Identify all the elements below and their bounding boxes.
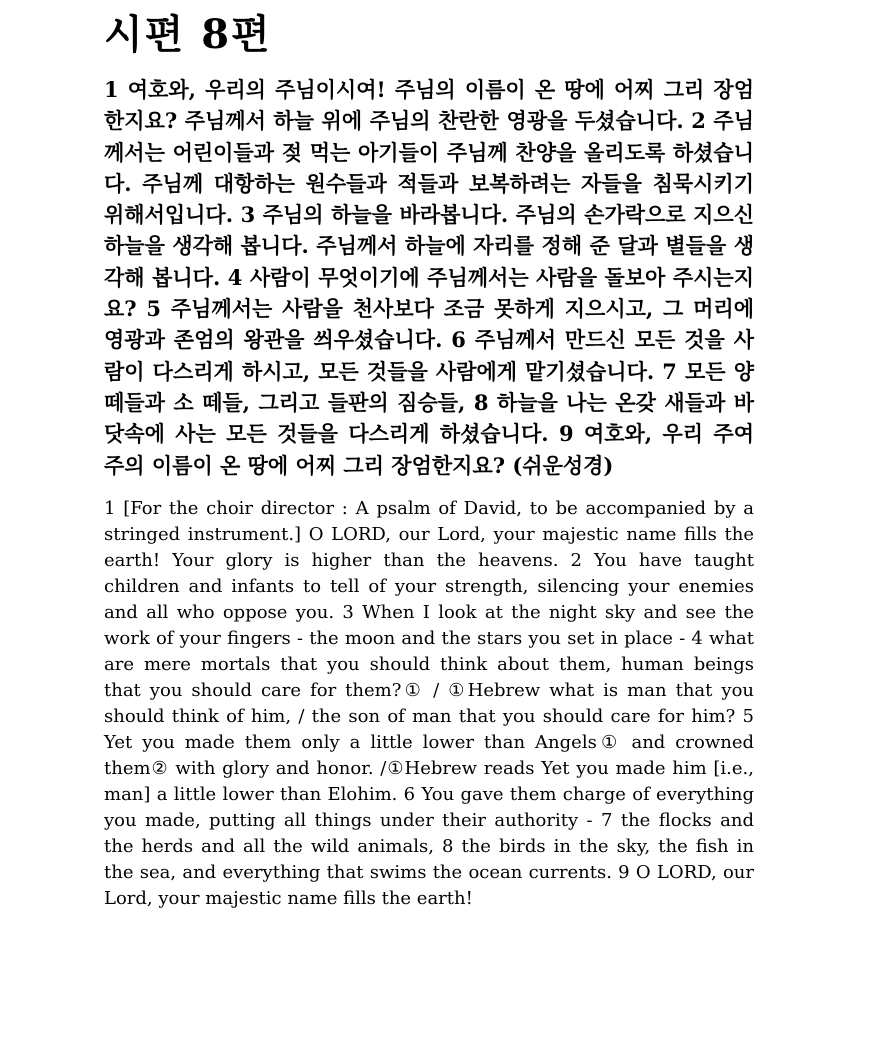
english-passage: 1 [For the choir director : A psalm of David, to be accompanied by a stringed instrument.] O LORD, our Lord, your majestic name fills the earth! Your glory is higher than the heavens. 2 You have taught children and infants to tell of your strength, silencing your enemies and all who oppose you. 3 When I look at the night sky and see the work of your fingers - the moon and the stars you set in place - 4 what are mere mortals that you should think about them, human beings that you should care for them?① / ①Hebrew what is man that you should think of him, / the son of man that you should care for him? 5 Yet you made them only a little lower than Angels① and crowned them② with glory and honor. /①Hebrew reads Yet you made him [i.e., man] a little lower than Elohim. 6 You gave them charge of everything you made, putting all things under their authority - 7 the flocks and the herds and all the wild animals, 8 the birds in the sky, the fish in the sea, and everything that swims the ocean currents. 9 O LORD, our Lord, your majestic name fills the earth! (104, 497, 754, 909)
page-title: 시편 8편 (104, 11, 272, 58)
document-page (104, 0, 754, 912)
korean-passage: 1 여호와, 우리의 주님이시여! 주님의 이름이 온 땅에 어찌 그리 장엄한지요? 주님께서 하늘 위에 주님의 찬란한 영광을 두셨습니다. 2 주님께서는 어린이들과 젖 먹는 아기들이 주님께 찬양을 올리도록 하셨습니다. 주님께 대항하는 원수들과 적들과 보복하려는 자들을 침묵시키기 위해서입니다. 3 주님의 하늘을 바라봅니다. 주님의 손가락으로 지으신 하늘을 생각해 봅니다. 주님께서 하늘에 자리를 정해 준 달과 별들을 생각해 봅니다. 4 사람이 무엇이기에 주님께서는 사람을 돌보아 주시는지요? 5 주님께서는 사람을 천사보다 조금 못하게 지으시고, 그 머리에 영광과 존엄의 왕관을 씌우셨습니다. 6 주님께서 만드신 모든 것을 사람이 다스리게 하시고, 모든 것들을 사람에게 맡기셨습니다. 7 모든 양 떼들과 소 떼들, 그리고 들판의 짐승들, 8 하늘을 나는 온갖 새들과 바닷속에 사는 모든 것들을 다스리게 하셨습니다. 9 여호와, 우리 주여 주의 이름이 온 땅에 어찌 그리 장엄한지요? (쉬운성경) (104, 77, 754, 478)
